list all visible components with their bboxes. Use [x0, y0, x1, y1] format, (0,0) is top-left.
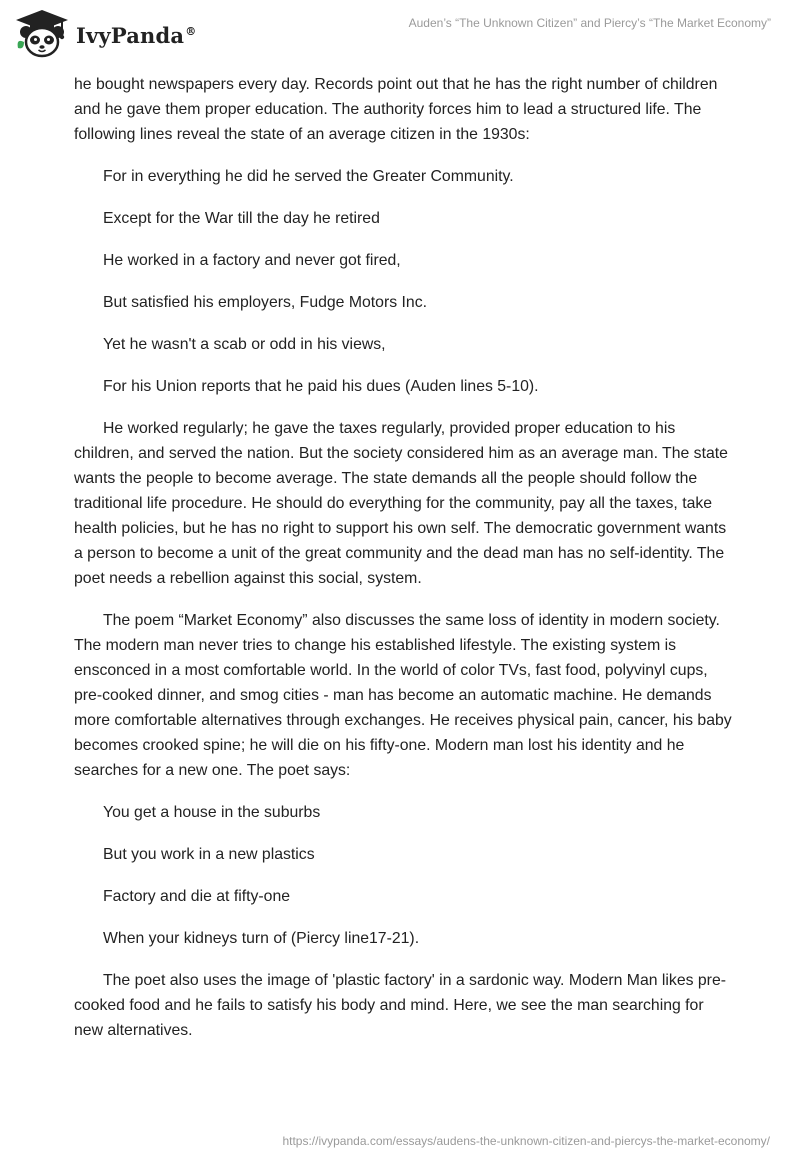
registered-mark: ®	[185, 24, 197, 38]
quote-line: When your kidneys turn of (Piercy line17-21).	[103, 930, 420, 947]
quote-line: But you work in a new plastics	[103, 846, 315, 863]
brand-name: IvyPanda®	[76, 22, 197, 48]
quote-line: Yet he wasn't a scab or odd in his views,	[103, 336, 386, 353]
panda-graduate-icon	[14, 8, 70, 58]
ivypanda-logo[interactable]	[14, 8, 196, 58]
essay-body	[74, 72, 734, 1043]
paragraph-4: The poet also uses the image of 'plastic factory' in a sardonic way. Modern Man likes pre-cooked food and he fails to satisfy his body and mind. Here, we see the man searching for new alternatives.	[74, 972, 726, 1039]
source-url[interactable]: https://ivypanda.com/essays/audens-the-unknown-citizen-and-piercys-the-market-economy/	[282, 1134, 770, 1148]
document-title: Auden’s “The Unknown Citizen” and Piercy’s “The Market Economy”	[408, 16, 771, 30]
paragraph-1: he bought newspapers every day. Records point out that he has the right number of children and he gave them proper education. The authority forces him to lead a structured life. The following lines reveal the state of an average citizen in the 1930s:	[74, 76, 718, 143]
quote-line: For in everything he did he served the Greater Community.	[103, 168, 514, 185]
quote-line: You get a house in the suburbs	[103, 804, 321, 821]
paragraph-2: He worked regularly; he gave the taxes regularly, provided proper education to his children, and served the nation. But the society considered him as an average man. The state wants the people to become average. The state demands all the people should follow the traditional life procedure. He should do everything for the community, pay all the taxes, take health policies, but he has no right to support his own self. The democratic government wants a person to become a unit of the great community and the dead man has no self-identity. The poet needs a rebellion against this social, system.	[74, 420, 728, 587]
quote-line: Factory and die at fifty-one	[103, 888, 291, 905]
quote-line: He worked in a factory and never got fired,	[103, 252, 401, 269]
page-header	[0, 0, 800, 70]
quote-line: But satisfied his employers, Fudge Motors Inc.	[103, 294, 427, 311]
quote-line: Except for the War till the day he retired	[103, 210, 380, 227]
quote-line: For his Union reports that he paid his dues (Auden lines 5-10).	[103, 378, 539, 395]
paragraph-3: The poem “Market Economy” also discusses the same loss of identity in modern society. The modern man never tries to change his established lifestyle. The existing system is ensconced in a most comfortable world. In the world of color TVs, fast food, polyvinyl cups, pre-cooked dinner, and smog cities - man has become an automatic machine. He demands more comfortable alternatives through exchanges. He receives physical pain, cancer, his baby becomes crooked spine; he will die on his fifty-one. Modern man lost his identity and he searches for a new one. The poet says:	[74, 612, 732, 779]
